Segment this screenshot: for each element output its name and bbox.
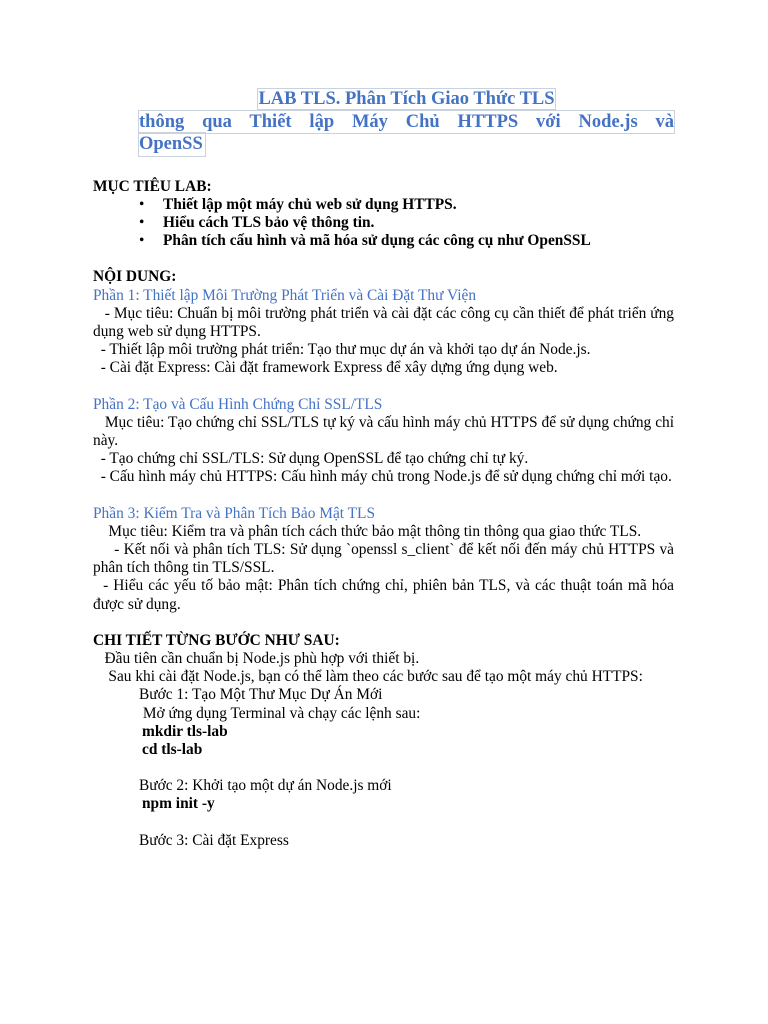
step-1-desc: Mở ứng dụng Terminal và chạy các lệnh sau: bbox=[139, 704, 421, 722]
list-item bbox=[93, 196, 674, 214]
list-item-text: Thiết lập một máy chủ web sử dụng HTTPS. bbox=[163, 195, 457, 213]
command-line: npm init -y bbox=[142, 795, 215, 813]
title-line-1 bbox=[139, 88, 674, 111]
step-3-label: Bước 3: Cài đặt Express bbox=[139, 831, 289, 849]
command-line: mkdir tls-lab bbox=[142, 722, 228, 740]
document-page bbox=[93, 88, 678, 850]
bullet-icon: • bbox=[139, 232, 145, 250]
part1-title: Phần 1: Thiết lập Môi Trường Phát Triển và Cài Đặt Thư Viện bbox=[93, 286, 477, 304]
part3-line: - Kết nối và phân tích TLS: Sử dụng `openssl s_client` để kết nối đến máy chủ HTTPS và phân tích thông tin TLS/SSL. bbox=[93, 540, 678, 577]
list-item bbox=[93, 232, 674, 250]
part1-line: - Cài đặt Express: Cài đặt framework Express để xây dựng ứng dụng web. bbox=[93, 359, 558, 377]
part2-line: - Cấu hình máy chủ HTTPS: Cấu hình máy chủ trong Node.js để sử dụng chứng chỉ mới tạo. bbox=[93, 468, 672, 486]
part3-line: - Hiểu các yếu tố bảo mật: Phân tích chứng chỉ, phiên bản TLS, và các thuật toán mã hóa được sử dụng. bbox=[93, 577, 678, 613]
part1-line: - Mục tiêu: Chuẩn bị môi trường phát triển và cài đặt các công cụ cần thiết để phát triển ứng dụng web sử dụng HTTPS. bbox=[93, 304, 678, 340]
title-line-3 bbox=[139, 133, 674, 156]
details-intro-line: Đầu tiên cần chuẩn bị Node.js phù hợp với thiết bị. bbox=[93, 649, 420, 667]
part3-title: Phần 3: Kiểm Tra và Phân Tích Bảo Mật TLS bbox=[93, 504, 376, 522]
command-line: cd tls-lab bbox=[142, 740, 203, 758]
bullet-icon: • bbox=[139, 213, 145, 231]
part2-line: - Tạo chứng chỉ SSL/TLS: Sử dụng OpenSSL để tạo chứng chỉ tự ký. bbox=[93, 450, 529, 468]
step-2-label: Bước 2: Khởi tạo một dự án Node.js mới bbox=[139, 777, 392, 795]
part1-line: - Thiết lập môi trường phát triển: Tạo thư mục dự án và khởi tạo dự án Node.js. bbox=[93, 341, 591, 359]
bullet-icon: • bbox=[139, 195, 145, 213]
part2-line: Mục tiêu: Tạo chứng chỉ SSL/TLS tự ký và cấu hình máy chủ HTTPS để sử dụng chứng chỉ này. bbox=[93, 413, 678, 449]
content-heading: NỘI DUNG: bbox=[93, 268, 177, 286]
list-item-text: Hiểu cách TLS bảo vệ thông tin. bbox=[163, 213, 375, 231]
title-line-2: thông qua Thiết lập Máy Chủ HTTPS với Node.js và bbox=[139, 111, 674, 132]
step-2 bbox=[139, 777, 674, 813]
part2-title: Phần 2: Tạo và Cấu Hình Chứng Chỉ SSL/TLS bbox=[93, 395, 383, 413]
details-heading: CHI TIẾT TỪNG BƯỚC NHƯ SAU: bbox=[93, 631, 340, 649]
document-title bbox=[139, 88, 674, 156]
part3-line: Mục tiêu: Kiểm tra và phân tích cách thức bảo mật thông tin thông qua giao thức TLS. bbox=[93, 522, 642, 540]
objectives-heading: MỤC TIÊU LAB: bbox=[93, 177, 212, 195]
list-item bbox=[93, 214, 674, 232]
step-1-label: Bước 1: Tạo Một Thư Mục Dự Án Mới bbox=[139, 686, 383, 704]
title-line-1-text: LAB TLS. Phân Tích Giao Thức TLS bbox=[258, 89, 555, 109]
details-intro-line: Sau khi cài đặt Node.js, bạn có thể làm theo các bước sau để tạo một máy chủ HTTPS: bbox=[93, 668, 643, 686]
step-1 bbox=[139, 686, 674, 759]
list-item-text: Phân tích cấu hình và mã hóa sử dụng các công cụ như OpenSSL bbox=[163, 232, 591, 250]
step-3 bbox=[139, 832, 674, 850]
title-line-3-text: OpenSS bbox=[139, 134, 203, 154]
objectives-list bbox=[93, 196, 674, 251]
